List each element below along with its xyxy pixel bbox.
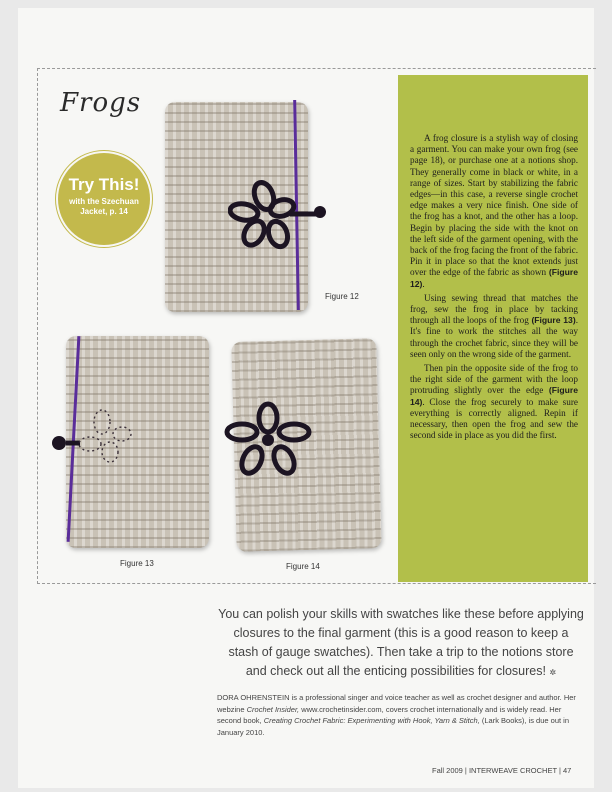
frog-knot-icon bbox=[50, 400, 140, 470]
pull-quote: You can polish your skills with swatches like these before applying closures to the final garment (this is a good reason to keep a stash of gauge swatches). Then take a trip to the notions store and check out all the enticing possibilities for closures! ✲ bbox=[218, 607, 584, 678]
figure-14-caption: Figure 14 bbox=[286, 562, 320, 571]
paragraph: A frog closure is a stylish way of closing a garment. You can make your own frog (see page 18), or purchase one at a notions shop. They generally come in black or white, in a range of sizes. Start by stabilizing the fabric edges—in this case, a reverse single crochet edge makes a very nice finish. One side of the frog has a knot, and the other has a loop. Begin by placing the side with the knot on the left side of the garment opening, with the back of the frog facing the front of the fabric. Pin it in place so that the knot extends just over the edge of the fabric as shown (Figure 12). bbox=[410, 133, 578, 289]
figure-13-caption: Figure 13 bbox=[120, 559, 154, 568]
try-this-badge bbox=[58, 153, 150, 245]
section-title: Frogs bbox=[60, 88, 142, 118]
frog-closure-icon bbox=[228, 178, 328, 250]
figure-reference: (Figure 12) bbox=[410, 267, 578, 289]
paragraph: Then pin the opposite side of the frog to the right side of the garment with the loop protruding slightly over the edge (Figure 14). Close the frog securely to make sure everything is correctly aligned. Repin if necessary, then open the frog and sew the second side in place as you did the first. bbox=[410, 363, 578, 441]
badge-subtext: with the Szechuan Jacket, p. 14 bbox=[69, 197, 139, 216]
page-footer: Fall 2009 | INTERWEAVE CROCHET | 47 bbox=[432, 766, 572, 775]
end-mark-icon: ✲ bbox=[549, 668, 557, 677]
badge-headline: Try This! bbox=[68, 175, 140, 194]
body-text bbox=[410, 133, 578, 444]
author-bio: DORA OHRENSTEIN is a professional singer and voice teacher as well as crochet designer and author. Her webzine Crochet Insider, www.crochetinsider.com, covers crochet internationally and is widely read. Her second book, Creating Crochet Fabric: Experimenting with Hook, Yarn & Stitch, (Lark Books), is due out in January 2010. bbox=[217, 693, 576, 737]
figure-reference: (Figure 13) bbox=[531, 315, 576, 326]
paragraph: Using sewing thread that matches the frog, sew the frog in place by tacking through all the loops of the frog (Figure 13). It's fine to work the stitches all the way through the crochet fabric, since they will be seen only on the wrong side of the garment. bbox=[410, 292, 578, 359]
frog-closure-icon bbox=[222, 400, 314, 482]
figure-reference: (Figure 14) bbox=[410, 385, 578, 407]
figure-12-caption: Figure 12 bbox=[325, 292, 359, 301]
